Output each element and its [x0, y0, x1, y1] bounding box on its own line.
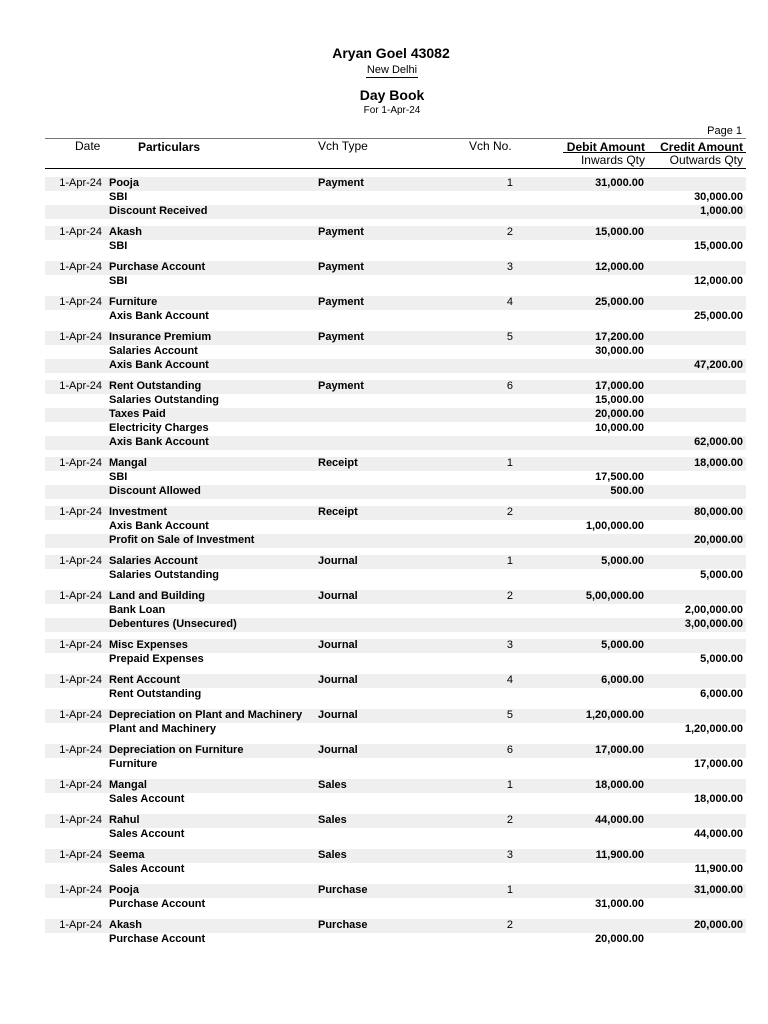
credit-amount: 31,000.00: [694, 884, 743, 896]
voucher-type: Sales: [318, 849, 347, 861]
voucher-line: [0, 793, 768, 807]
voucher-line: [0, 275, 768, 289]
voucher-entry[interactable]: [0, 555, 768, 583]
ledger-name: Axis Bank Account: [109, 436, 209, 448]
ledger-name: Prepaid Expenses: [109, 653, 204, 665]
voucher-number: 2: [506, 919, 513, 931]
credit-amount: 1,000.00: [700, 205, 743, 217]
entry-date: 1-Apr-24: [59, 506, 102, 518]
credit-amount: 18,000.00: [694, 457, 743, 469]
credit-amount: 17,000.00: [694, 758, 743, 770]
voucher-entry[interactable]: [0, 331, 768, 373]
entry-date: 1-Apr-24: [59, 555, 102, 567]
entry-date: 1-Apr-24: [59, 226, 102, 238]
company-name: Aryan Goel 43082: [332, 45, 450, 61]
ledger-name: Rent Account: [109, 674, 181, 686]
voucher-entry[interactable]: [0, 639, 768, 667]
voucher-entry[interactable]: [0, 779, 768, 807]
debit-amount: 18,000.00: [595, 779, 644, 791]
voucher-number: 2: [506, 506, 513, 518]
voucher-entry[interactable]: [0, 814, 768, 842]
voucher-entry[interactable]: [0, 709, 768, 737]
voucher-line: [0, 226, 768, 240]
ledger-name: SBI: [109, 191, 128, 203]
voucher-number: 6: [506, 744, 513, 756]
voucher-line: [0, 639, 768, 653]
ledger-name: Mangal: [109, 779, 147, 791]
credit-amount: 80,000.00: [694, 506, 743, 518]
report-period: For 1-Apr-24: [363, 105, 421, 116]
voucher-entry[interactable]: [0, 457, 768, 499]
ledger-name: Furniture: [109, 296, 158, 308]
entry-date: 1-Apr-24: [59, 296, 102, 308]
col-debit-header: Debit Amount: [566, 140, 645, 154]
credit-amount: 25,000.00: [694, 310, 743, 322]
debit-amount: 12,000.00: [595, 261, 644, 273]
voucher-type: Payment: [318, 296, 364, 308]
debit-amount: 1,20,000.00: [585, 709, 644, 721]
credit-amount: 1,20,000.00: [684, 723, 743, 735]
credit-amount: 5,000.00: [700, 653, 743, 665]
ledger-name: Salaries Outstanding: [109, 394, 220, 406]
ledger-name: Rahul: [109, 814, 140, 826]
debit-amount: 5,000.00: [601, 639, 644, 651]
entry-date: 1-Apr-24: [59, 744, 102, 756]
voucher-number: 1: [506, 177, 513, 189]
debit-amount: 500.00: [610, 485, 644, 497]
debit-amount: 15,000.00: [595, 394, 644, 406]
voucher-number: 1: [506, 457, 513, 469]
report-title: Day Book: [359, 87, 425, 103]
voucher-number: 2: [506, 814, 513, 826]
ledger-name: Discount Received: [109, 205, 208, 217]
credit-amount: 20,000.00: [694, 919, 743, 931]
voucher-line: [0, 618, 768, 632]
voucher-line: [0, 380, 768, 394]
voucher-line: [0, 555, 768, 569]
voucher-type: Purchase: [318, 919, 368, 931]
voucher-type: Sales: [318, 814, 347, 826]
credit-amount: 20,000.00: [694, 534, 743, 546]
entry-date: 1-Apr-24: [59, 177, 102, 189]
voucher-number: 3: [506, 639, 513, 651]
voucher-entry[interactable]: [0, 296, 768, 324]
voucher-number: 1: [506, 779, 513, 791]
debit-amount: 20,000.00: [595, 408, 644, 420]
ledger-name: Sales Account: [109, 863, 185, 875]
entry-date: 1-Apr-24: [59, 261, 102, 273]
entry-date: 1-Apr-24: [59, 380, 102, 392]
voucher-type: Journal: [318, 674, 358, 686]
voucher-type: Payment: [318, 380, 364, 392]
voucher-number: 2: [506, 226, 513, 238]
ledger-name: Akash: [109, 226, 143, 238]
voucher-line: [0, 933, 768, 947]
voucher-number: 6: [506, 380, 513, 392]
voucher-line: [0, 310, 768, 324]
entry-date: 1-Apr-24: [59, 709, 102, 721]
voucher-line: [0, 485, 768, 499]
voucher-line: [0, 744, 768, 758]
ledger-name: SBI: [109, 275, 128, 287]
ledger-name: Electricity Charges: [109, 422, 209, 434]
voucher-line: [0, 296, 768, 310]
ledger-name: Rent Outstanding: [109, 380, 202, 392]
daybook-entries: [0, 177, 768, 954]
voucher-line: [0, 884, 768, 898]
voucher-line: [0, 534, 768, 548]
debit-amount: 1,00,000.00: [585, 520, 644, 532]
voucher-line: [0, 814, 768, 828]
ledger-name: Land and Building: [109, 590, 205, 602]
debit-amount: 15,000.00: [595, 226, 644, 238]
voucher-type: Purchase: [318, 884, 368, 896]
entry-date: 1-Apr-24: [59, 457, 102, 469]
voucher-line: [0, 779, 768, 793]
voucher-line: [0, 723, 768, 737]
voucher-line: [0, 422, 768, 436]
voucher-type: Receipt: [318, 457, 358, 469]
voucher-entry[interactable]: [0, 744, 768, 772]
voucher-type: Journal: [318, 744, 358, 756]
debit-amount: 11,900.00: [595, 849, 644, 861]
entry-date: 1-Apr-24: [59, 884, 102, 896]
debit-amount: 5,00,000.00: [585, 590, 644, 602]
ledger-name: Purchase Account: [109, 261, 206, 273]
voucher-line: [0, 688, 768, 702]
col-inwards-header: Inwards Qty: [580, 153, 645, 167]
voucher-line: [0, 506, 768, 520]
ledger-name: Axis Bank Account: [109, 310, 209, 322]
credit-amount: 11,900.00: [694, 863, 743, 875]
ledger-name: Plant and Machinery: [109, 723, 216, 735]
voucher-number: 1: [506, 555, 513, 567]
col-particulars-header: Particulars: [138, 140, 201, 154]
voucher-line: [0, 569, 768, 583]
voucher-line: [0, 191, 768, 205]
credit-amount: 2,00,000.00: [684, 604, 743, 616]
voucher-line: [0, 758, 768, 772]
credit-amount: 18,000.00: [694, 793, 743, 805]
row-shading: [45, 457, 746, 471]
voucher-entry[interactable]: [0, 849, 768, 877]
voucher-type: Journal: [318, 590, 358, 602]
voucher-line: [0, 436, 768, 450]
voucher-line: [0, 205, 768, 219]
voucher-entry[interactable]: [0, 590, 768, 632]
voucher-entry[interactable]: [0, 884, 768, 912]
voucher-type: Journal: [318, 555, 358, 567]
entry-date: 1-Apr-24: [59, 919, 102, 931]
debit-amount: 17,500.00: [595, 471, 644, 483]
ledger-name: Salaries Outstanding: [109, 569, 220, 581]
ledger-name: Axis Bank Account: [109, 520, 209, 532]
ledger-name: Taxes Paid: [109, 408, 166, 420]
row-shading: [45, 919, 746, 933]
ledger-name: Bank Loan: [109, 604, 166, 616]
credit-amount: 30,000.00: [694, 191, 743, 203]
ledger-name: Purchase Account: [109, 933, 206, 945]
col-vchno-header: Vch No.: [469, 139, 512, 153]
ledger-name: Pooja: [109, 884, 139, 896]
credit-amount: 3,00,000.00: [684, 618, 743, 630]
voucher-number: 4: [506, 674, 513, 686]
ledger-name: Mangal: [109, 457, 147, 469]
debit-amount: 17,000.00: [595, 744, 644, 756]
col-date-header: Date: [75, 139, 101, 153]
voucher-type: Journal: [318, 639, 358, 651]
debit-amount: 17,200.00: [595, 331, 644, 343]
ledger-name: Furniture: [109, 758, 158, 770]
ledger-name: Depreciation on Plant and Machinery: [109, 709, 303, 721]
ledger-name: Insurance Premium: [109, 331, 212, 343]
row-shading: [45, 884, 746, 898]
voucher-type: Receipt: [318, 506, 358, 518]
voucher-line: [0, 604, 768, 618]
voucher-number: 2: [506, 590, 513, 602]
voucher-number: 4: [506, 296, 513, 308]
credit-amount: 62,000.00: [694, 436, 743, 448]
ledger-name: Axis Bank Account: [109, 359, 209, 371]
voucher-entry[interactable]: [0, 506, 768, 548]
voucher-type: Payment: [318, 261, 364, 273]
voucher-line: [0, 345, 768, 359]
debit-amount: 6,000.00: [601, 674, 644, 686]
ledger-name: Discount Allowed: [109, 485, 201, 497]
ledger-name: Salaries Account: [109, 555, 198, 567]
voucher-line: [0, 394, 768, 408]
voucher-line: [0, 653, 768, 667]
voucher-line: [0, 674, 768, 688]
voucher-entry[interactable]: [0, 226, 768, 254]
ledger-name: Rent Outstanding: [109, 688, 202, 700]
voucher-type: Payment: [318, 331, 364, 343]
ledger-name: Misc Expenses: [109, 639, 188, 651]
voucher-entry[interactable]: [0, 261, 768, 289]
ledger-name: SBI: [109, 471, 128, 483]
ledger-name: Pooja: [109, 177, 139, 189]
voucher-line: [0, 240, 768, 254]
entry-date: 1-Apr-24: [59, 674, 102, 686]
debit-amount: 20,000.00: [595, 933, 644, 945]
voucher-entry[interactable]: [0, 919, 768, 947]
voucher-line: [0, 359, 768, 373]
entry-date: 1-Apr-24: [59, 779, 102, 791]
voucher-line: [0, 590, 768, 604]
debit-amount: 25,000.00: [595, 296, 644, 308]
voucher-number: 1: [506, 884, 513, 896]
voucher-entry[interactable]: [0, 380, 768, 450]
header-top-rule: [45, 138, 746, 139]
voucher-line: [0, 331, 768, 345]
ledger-name: SBI: [109, 240, 128, 252]
debit-amount: 31,000.00: [595, 898, 644, 910]
voucher-line: [0, 177, 768, 191]
voucher-line: [0, 457, 768, 471]
voucher-line: [0, 849, 768, 863]
company-city: [0, 64, 768, 76]
voucher-type: Sales: [318, 779, 347, 791]
voucher-line: [0, 261, 768, 275]
credit-amount: 44,000.00: [694, 828, 743, 840]
voucher-number: 3: [506, 261, 513, 273]
entry-date: 1-Apr-24: [59, 639, 102, 651]
voucher-line: [0, 520, 768, 534]
voucher-line: [0, 898, 768, 912]
voucher-entry[interactable]: [0, 177, 768, 219]
credit-amount: 15,000.00: [694, 240, 743, 252]
ledger-name: Akash: [109, 919, 143, 931]
debit-amount: 17,000.00: [595, 380, 644, 392]
voucher-line: [0, 471, 768, 485]
col-vchtype-header: Vch Type: [318, 139, 368, 153]
ledger-name: Purchase Account: [109, 898, 206, 910]
voucher-line: [0, 828, 768, 842]
col-credit-header: Credit Amount: [660, 140, 743, 154]
debit-amount: 10,000.00: [595, 422, 644, 434]
voucher-number: 5: [506, 331, 513, 343]
voucher-number: 5: [506, 709, 513, 721]
voucher-type: Journal: [318, 709, 358, 721]
entry-date: 1-Apr-24: [59, 590, 102, 602]
voucher-type: Payment: [318, 226, 364, 238]
ledger-name: Sales Account: [109, 793, 185, 805]
credit-amount: 12,000.00: [694, 275, 743, 287]
voucher-type: Payment: [318, 177, 364, 189]
ledger-name: Debentures (Unsecured): [109, 618, 237, 630]
ledger-name: Profit on Sale of Investment: [109, 534, 255, 546]
entry-date: 1-Apr-24: [59, 814, 102, 826]
ledger-name: Sales Account: [109, 828, 185, 840]
ledger-name: Salaries Account: [109, 345, 198, 357]
entry-date: 1-Apr-24: [59, 331, 102, 343]
credit-amount: 6,000.00: [700, 688, 743, 700]
page-number: Page 1: [707, 125, 742, 137]
debit-amount: 44,000.00: [595, 814, 644, 826]
voucher-line: [0, 709, 768, 723]
voucher-entry[interactable]: [0, 674, 768, 702]
credit-amount: 47,200.00: [694, 359, 743, 371]
voucher-line: [0, 919, 768, 933]
city-text: New Delhi: [366, 64, 418, 76]
voucher-number: 3: [506, 849, 513, 861]
debit-amount: 30,000.00: [595, 345, 644, 357]
ledger-name: Depreciation on Furniture: [109, 744, 244, 756]
ledger-name: Seema: [109, 849, 145, 861]
credit-amount: 5,000.00: [700, 569, 743, 581]
debit-amount: 5,000.00: [601, 555, 644, 567]
debit-amount: 31,000.00: [595, 177, 644, 189]
ledger-name: Investment: [109, 506, 168, 518]
voucher-line: [0, 863, 768, 877]
entry-date: 1-Apr-24: [59, 849, 102, 861]
col-outwards-header: Outwards Qty: [669, 153, 743, 167]
voucher-line: [0, 408, 768, 422]
header-bottom-rule: [45, 168, 746, 169]
